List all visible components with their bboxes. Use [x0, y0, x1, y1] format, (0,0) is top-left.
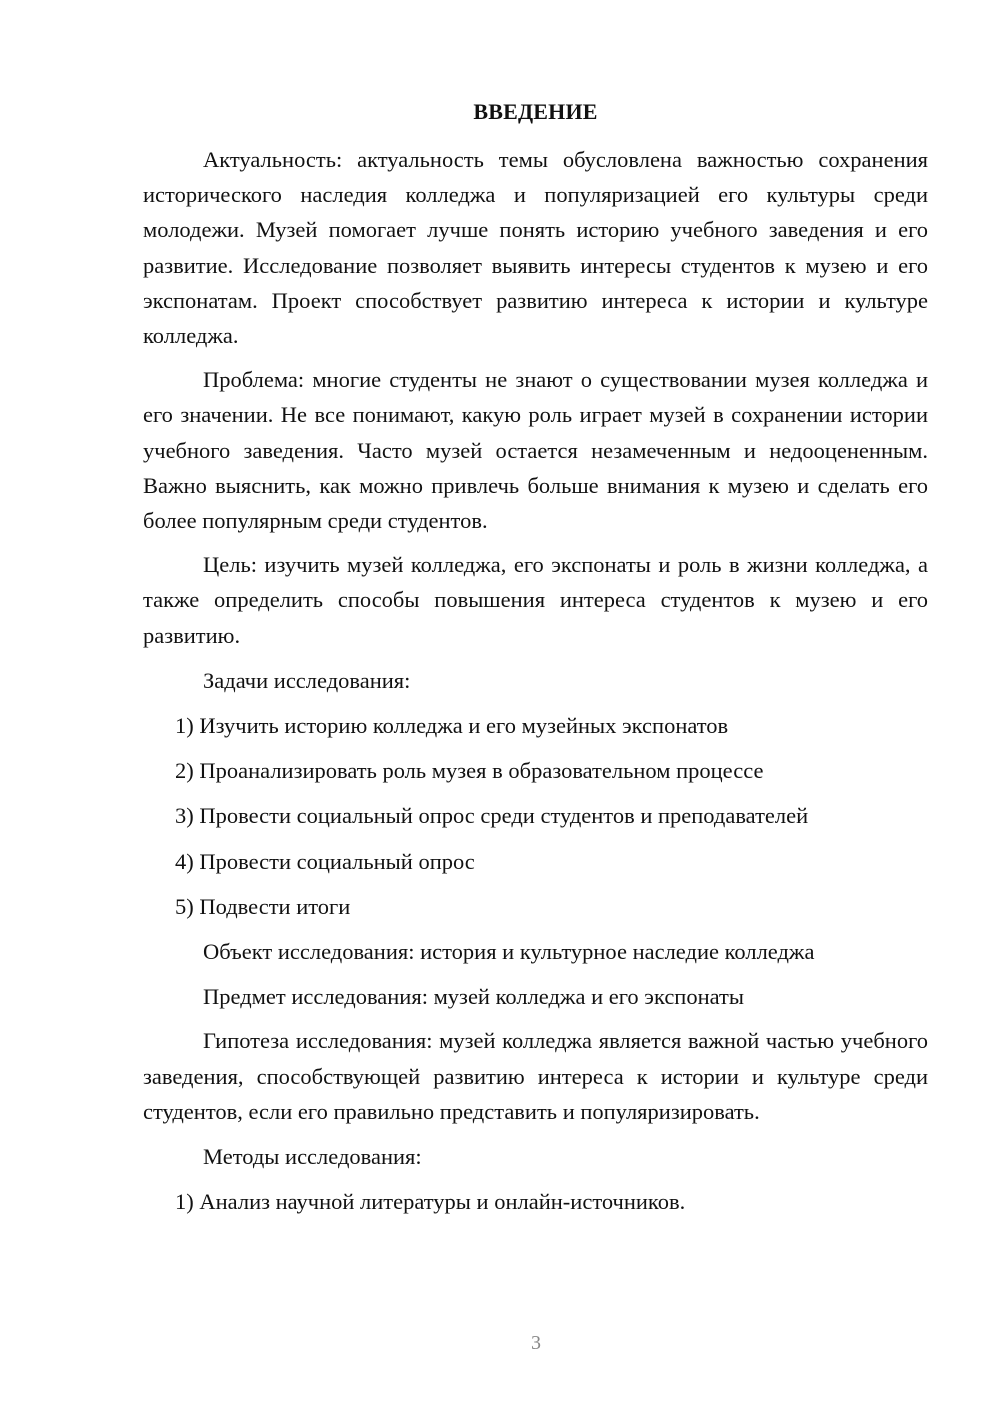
list-item: 3) Провести социальный опрос среди студентов и преподавателей	[175, 803, 809, 829]
research-object: Объект исследования: история и культурное наследие колледжа	[203, 939, 815, 965]
list-item: 5) Подвести итоги	[175, 893, 351, 919]
list-item: 2) Проанализировать роль музея в образовательном процессе	[175, 758, 764, 784]
hypothesis-paragraph: Гипотеза исследования: музей колледжа является важной частью учебного заведения, способствующей развитию интереса к истории и культуре среди студентов, если его правильно представить и популяризировать.	[143, 1028, 928, 1124]
relevance-paragraph: Актуальность: актуальность темы обусловлена важностью сохранения исторического наследия колледжа и популяризацией его культуры среди молодежи. Музей помогает лучше понять историю учебного заведения и его развитие. Исследование позволяет выявить интересы студентов к музею и его экспонатам. Проект способствует развитию интереса к истории и культуре колледжа.	[143, 147, 928, 349]
methods-list	[143, 1184, 928, 1219]
document-page	[143, 94, 928, 1219]
research-subject: Предмет исследования: музей колледжа и его экспонаты	[203, 984, 744, 1010]
page-number: 3	[531, 1332, 541, 1354]
tasks-list	[143, 708, 928, 924]
list-item: 1) Анализ научной литературы и онлайн-источников.	[175, 1189, 686, 1215]
problem-paragraph: Проблема: многие студенты не знают о существовании музея колледжа и его значении. Не все понимают, какую роль играет музей в сохранении истории учебного заведения. Часто музей остается незамеченным и недооцененным. Важно выяснить, как можно привлечь больше внимания к музею и сделать его более популярным среди студентов.	[143, 367, 928, 534]
list-item: 1) Изучить историю колледжа и его музейных экспонатов	[175, 713, 729, 739]
methods-heading: Методы исследования:	[203, 1144, 422, 1170]
list-item: 4) Провести социальный опрос	[175, 848, 475, 874]
page-title: ВВЕДЕНИЕ	[473, 99, 598, 124]
goal-paragraph: Цель: изучить музей колледжа, его экспонаты и роль в жизни колледжа, а также определить способы повышения интереса студентов к музею и его развитию.	[143, 552, 928, 648]
tasks-heading: Задачи исследования:	[203, 667, 411, 693]
